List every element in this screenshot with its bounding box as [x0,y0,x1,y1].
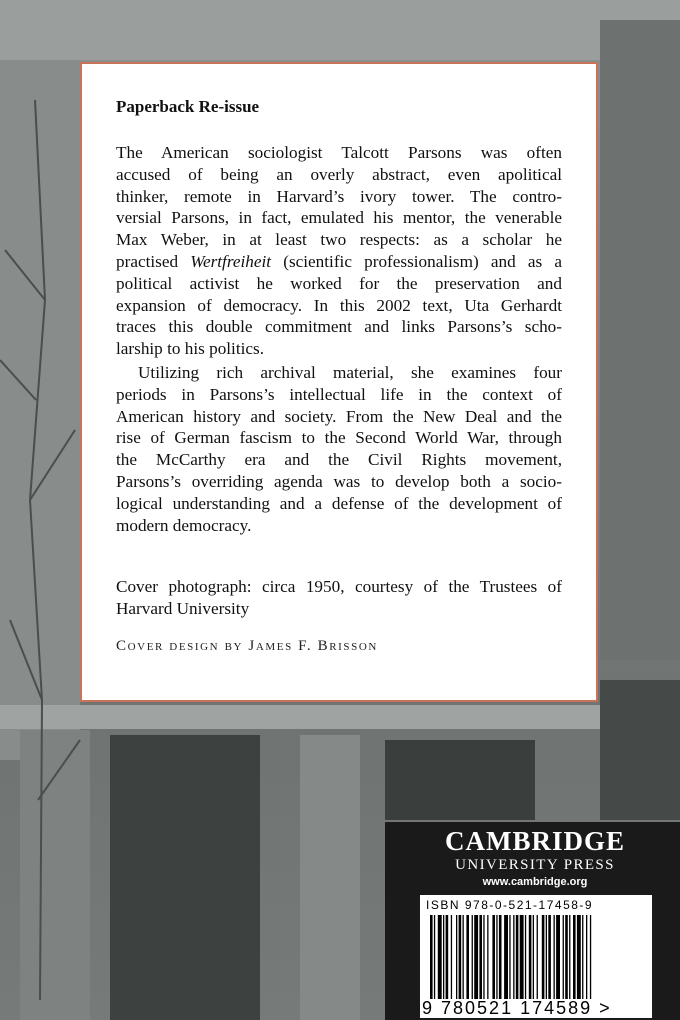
text-line-italic: practised Wertfreiheit (scientific professionalism) and as a [116,251,562,271]
barcode-bar [563,915,564,999]
barcode-bar [582,915,583,999]
barcode-bar [513,915,514,999]
text-line: modern democracy. [116,515,252,535]
text-line: periods in Parsons’s intellectual life in the context of [116,384,562,404]
barcode-bar [556,915,560,999]
barcode-bar [499,915,502,999]
photo-credit [116,576,562,620]
text-line: larship to his politics. [116,339,264,359]
blurb-panel [80,62,598,702]
barcode-bar [496,915,497,999]
publisher-subtitle: UNIVERSITY PRESS [455,857,615,873]
barcode [420,895,652,1018]
barcode-bar [487,915,488,999]
barcode-bar [459,915,462,999]
text-line: The American sociologist Talcott Parsons was often [116,143,562,162]
barcode-bar [456,915,457,999]
barcode-bar [479,915,482,999]
isbn-label: ISBN 978-0-521-17458-9 [426,898,594,912]
barcode-bar [472,915,473,999]
barcode-bar [466,915,469,999]
barcode-bar [509,915,510,999]
tree-branches [0,100,90,1000]
section-heading: Paperback Re-issue [116,97,260,116]
text-line: logical understanding and a defense of the development of [116,493,562,513]
text-line: Utilizing rich archival material, she examines four [138,363,562,382]
barcode-bar [565,915,568,999]
text-line: accused of being an overly abstract, even apolitical [116,164,562,184]
description-paragraph-1 [116,142,562,360]
barcode-bar [573,915,576,999]
text-line: political activist he worked for the preservation and [116,273,562,293]
barcode-bar [529,915,532,999]
description-paragraph-2 [116,362,562,536]
barcode-bar [463,915,464,999]
barcode-bar [474,915,478,999]
barcode-bar [446,915,449,999]
barcode-bar [590,915,591,999]
barcode-bar [430,915,433,999]
barcode-bar [520,915,524,999]
barcode-bar [516,915,519,999]
text-line: expansion of democracy. In this 2002 text, Uta Gerhardt [116,295,562,315]
barcode-bar [492,915,495,999]
publisher-url: www.cambridge.org [482,876,588,888]
barcode-bar [586,915,587,999]
barcode-bar [438,915,442,999]
text-line: American history and society. From the New Deal and the [116,406,562,426]
barcode-bar [548,915,551,999]
text-line: Harvard University [116,598,250,618]
barcode-bar [451,915,452,999]
barcode-bar [504,915,508,999]
design-credit: Cover design by James F. Brisson [116,638,378,654]
text-line: rise of German fascism to the Second World War, through [116,428,562,448]
text-line: versial Parsons, in fact, emulated his mentor, the venerable [116,208,562,228]
text-line: Cover photograph: circa 1950, courtesy of the Trustees of [116,577,562,596]
barcode-bar [537,915,538,999]
text-line: Parsons’s overriding agenda was to develop both a socio- [116,471,562,491]
barcode-bar [546,915,547,999]
barcode-bar [577,915,581,999]
text-line: the McCarthy era and the Civil Rights movement, [116,450,562,470]
barcode-bar [434,915,435,999]
barcode-digits: 9 780521 174589 > [422,998,612,1018]
text-line: thinker, remote in Harvard’s ivory tower. The contro- [116,186,562,206]
text-line: Max Weber, in at least two respects: as a scholar he [116,230,562,250]
text-line: traces this double commitment and links Parsons’s scho- [116,317,562,337]
publisher-name: CAMBRIDGE [444,826,625,856]
barcode-bar [554,915,555,999]
barcode-bars [430,915,642,999]
barcode-bar [569,915,570,999]
barcode-bar [533,915,534,999]
barcode-bar [483,915,484,999]
publisher-block [385,822,680,1020]
barcode-bar [542,915,545,999]
barcode-bar [525,915,526,999]
barcode-bar [443,915,444,999]
